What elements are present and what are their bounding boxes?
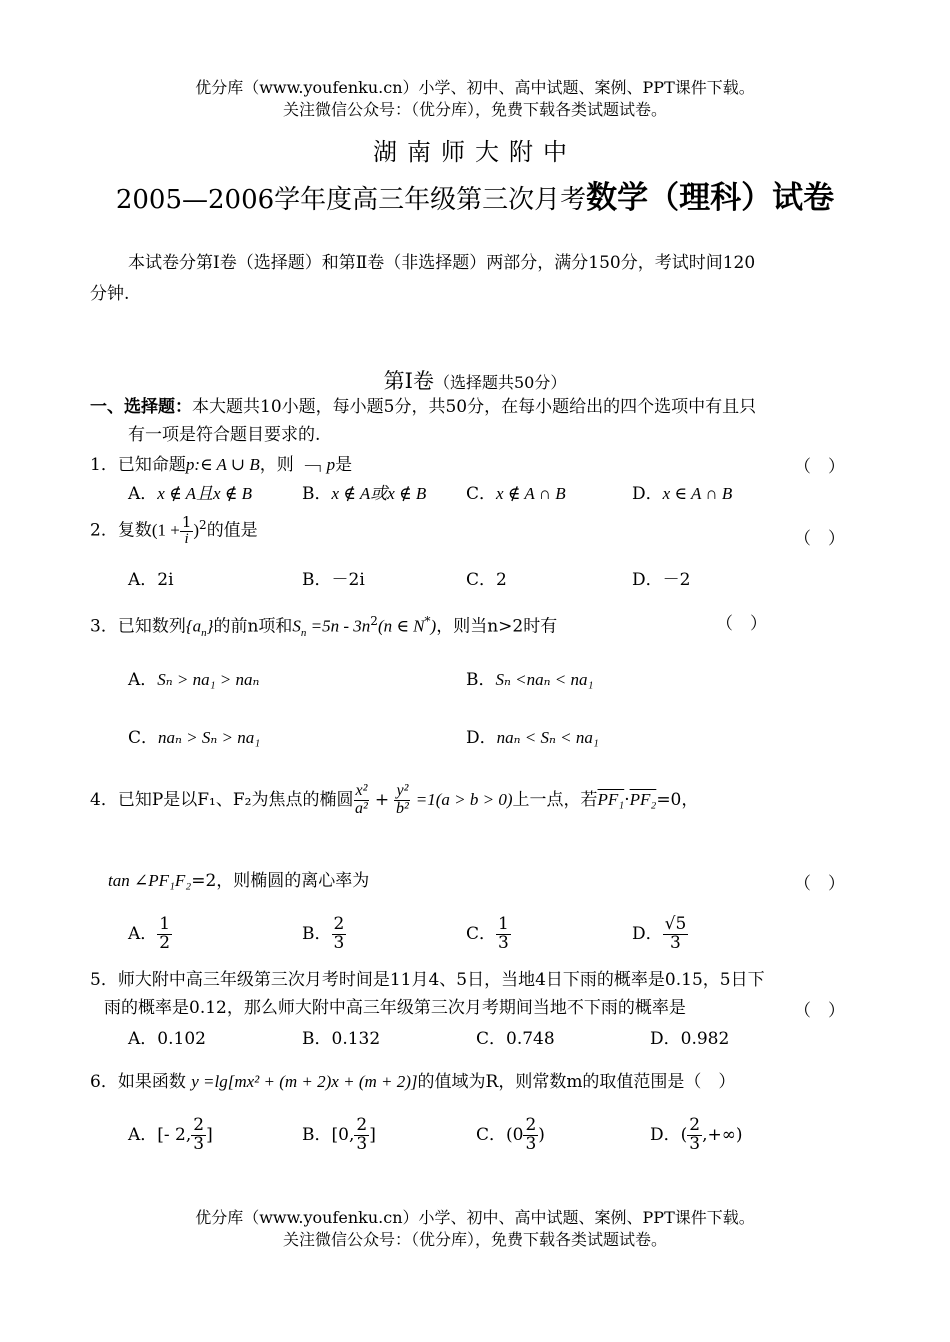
q5-a-text: 0.102 xyxy=(157,1029,206,1049)
q4-option-d xyxy=(632,916,688,953)
section-heading-label: 一、选择题： xyxy=(90,397,192,417)
q5-a-label: A． xyxy=(128,1029,158,1049)
q6-a-den: 3 xyxy=(193,1133,205,1154)
q2-option-d xyxy=(632,568,690,592)
q5-c-text: 0.748 xyxy=(506,1029,555,1049)
q6-option-c xyxy=(476,1117,545,1154)
q6-c-post: ) xyxy=(538,1124,545,1145)
q4-d-den: 3 xyxy=(670,932,681,953)
q1-set: :∈ A ∪ B xyxy=(194,455,260,474)
q3-answer-paren: （ ） xyxy=(716,614,767,634)
q2-text-b: 的值是 xyxy=(206,520,258,541)
q2-option-b xyxy=(302,568,365,592)
q5-b-text: 0.132 xyxy=(331,1029,381,1049)
q6-c-frac xyxy=(523,1117,538,1154)
q5-option-d xyxy=(650,1027,729,1051)
q3-d-text: naₙ < Sₙ < na₁ xyxy=(496,728,599,747)
q2-expr-open: (1 + xyxy=(151,520,180,540)
q4-a-frac xyxy=(157,916,172,953)
q1-d-label: D． xyxy=(632,484,663,504)
q2-b-text: －2i xyxy=(331,570,365,590)
q6-d-label: D． xyxy=(650,1124,681,1145)
q4-text-b: 上一点，若 xyxy=(512,789,598,810)
q3-text-c: ，则当n>2时有 xyxy=(436,616,558,637)
q3-expr-tail: (n ∈ N xyxy=(377,616,425,636)
q1-option-d xyxy=(632,482,732,506)
q4-frac-x xyxy=(354,783,370,818)
q4-fx-num: x² xyxy=(355,782,368,799)
q5-option-a xyxy=(128,1027,206,1051)
exam-title-plain: 2005—2006学年度高三年级第三次月考 xyxy=(115,185,587,215)
q4-b-num: 2 xyxy=(333,914,345,934)
q4-d-frac xyxy=(663,916,689,953)
q6-a-num: 2 xyxy=(193,1115,205,1135)
q1-a-label: A． xyxy=(128,484,158,504)
q4-tan-expr: tan ∠PF₁F₂ xyxy=(108,871,192,890)
q5-option-c xyxy=(476,1027,555,1051)
q5-option-b xyxy=(302,1027,380,1051)
q5-number: 5． xyxy=(90,970,118,990)
q1-answer-paren: （ ） xyxy=(794,457,845,477)
q5-line1: 师大附中高三年级第三次月考时间是11月4、5日，当地4日下雨的概率是0.15，5日下 xyxy=(117,970,765,990)
q3-c-label: C． xyxy=(128,728,159,748)
q2-frac-den: i xyxy=(184,530,189,547)
q4-c-label: C． xyxy=(466,923,497,944)
q5-d-label: D． xyxy=(650,1029,681,1049)
q6-b-den: 3 xyxy=(356,1133,368,1154)
section-heading xyxy=(90,395,756,419)
q1-a-text: x ∉ A且x ∉ B xyxy=(157,484,253,503)
q2-fraction xyxy=(180,512,194,548)
q3-option-d xyxy=(466,726,599,750)
q4-b-frac xyxy=(332,916,347,953)
q6-option-a xyxy=(128,1117,213,1154)
q4-option-b xyxy=(302,916,346,953)
q4-d-label: D． xyxy=(632,923,663,944)
q1-option-b xyxy=(302,482,426,506)
q4-c-den: 3 xyxy=(498,932,509,953)
q6-c-label: C． xyxy=(476,1124,507,1145)
q3-seq: {a xyxy=(185,616,202,636)
exam-title xyxy=(0,172,950,217)
q3-option-a xyxy=(128,668,259,692)
q4-a-den: 2 xyxy=(159,932,171,953)
q3-s: S xyxy=(292,616,301,636)
intro-line-1: 本试卷分第Ⅰ卷（选择题）和第Ⅱ卷（非选择题）两部分，满分150分，考试时间120 xyxy=(128,253,756,273)
q1-stem xyxy=(90,452,352,477)
q4-c-num: 1 xyxy=(498,914,509,934)
q3-a-text: Sₙ > na₁ > naₙ xyxy=(157,670,260,689)
q6-stem xyxy=(90,1070,735,1094)
q5-stem-line-1 xyxy=(90,968,765,992)
q6-d-post: ,+∞) xyxy=(702,1124,743,1145)
q3-expr-star: * xyxy=(424,614,431,628)
q1-b-label: B． xyxy=(302,484,332,504)
q4-line-2 xyxy=(108,869,369,893)
section-heading-text: 本大题共10小题，每小题5分，共50分，在每小题给出的四个选项中有且只 xyxy=(192,397,757,417)
exam-title-bold: 数学（理科）试卷 xyxy=(586,180,835,216)
footer-line-2: 关注微信公众号：（优分库），免费下载各类试题试卷。 xyxy=(282,1230,667,1249)
q2-c-label: C． xyxy=(466,570,497,590)
q1-b-text: x ∉ A或x ∉ B xyxy=(331,484,427,503)
q4-a-label: A． xyxy=(128,923,158,944)
q3-option-b xyxy=(466,668,593,692)
q5-c-label: C． xyxy=(476,1029,507,1049)
q3-seq-sub: n xyxy=(201,627,207,640)
q2-number: 2． xyxy=(90,520,118,541)
q6-option-d xyxy=(650,1117,743,1154)
q6-d-num: 2 xyxy=(689,1115,701,1135)
q3-b-text: Sₙ <naₙ < na₁ xyxy=(495,670,594,689)
q4-option-a xyxy=(128,916,172,953)
q6-d-den: 3 xyxy=(689,1133,701,1154)
q6-c-num: 2 xyxy=(525,1115,537,1135)
q2-d-label: D． xyxy=(632,570,663,590)
q3-expr: =5n - 3n xyxy=(306,616,371,636)
q6-b-label: B． xyxy=(302,1124,332,1145)
q1-d-text: x ∈ A ∩ B xyxy=(662,484,733,503)
q2-text-a: 复数 xyxy=(117,520,152,541)
part1-title xyxy=(0,365,950,395)
q3-s-sub: n xyxy=(300,627,307,640)
q6-a-label: A． xyxy=(128,1124,158,1145)
q6-b-pre: [0, xyxy=(331,1124,355,1145)
q1-negation: ﹁ xyxy=(299,451,322,476)
q4-b-den: 3 xyxy=(333,932,345,953)
q4-eq: =1(a > b > 0) xyxy=(415,789,513,809)
q5-b-label: B． xyxy=(302,1029,332,1049)
q6-d-pre: ( xyxy=(680,1124,688,1145)
q6-a-pre: [- 2, xyxy=(157,1124,192,1145)
q1-text-a: 已知命题 xyxy=(117,455,186,475)
q4-stem xyxy=(90,783,698,818)
q4-d-num: √5 xyxy=(664,914,687,934)
q3-b-label: B． xyxy=(466,670,496,690)
q2-option-c xyxy=(466,568,507,592)
q1-option-c xyxy=(466,482,566,506)
q4-plus: + xyxy=(374,789,390,810)
q6-expr: y =lg[mx² + (m + 2)x + (m + 2)] xyxy=(191,1072,418,1091)
q3-option-c xyxy=(128,726,260,750)
part1-title-sub: （选择题共50分） xyxy=(433,373,567,392)
q1-option-a xyxy=(128,482,252,506)
footer-line-1: 优分库（www.youfenku.cn）小学、初中、高中试题、案例、PPT课件下载。 xyxy=(195,1208,755,1227)
q2-frac-num: 1 xyxy=(181,512,192,531)
q6-option-b xyxy=(302,1117,376,1154)
q6-d-frac xyxy=(687,1117,702,1154)
q3-expr-exp: 2 xyxy=(370,614,378,628)
q6-b-post: ] xyxy=(369,1124,376,1145)
q3-text-a: 已知数列 xyxy=(117,616,186,637)
q4-fy-num: y² xyxy=(396,782,409,799)
q6-c-den: 3 xyxy=(525,1133,537,1154)
q4-vec2: PF₂ xyxy=(629,789,657,809)
q1-p: p xyxy=(185,455,195,474)
q2-b-label: B． xyxy=(302,570,332,590)
q2-a-label: A． xyxy=(128,570,158,590)
q1-c-label: C． xyxy=(466,484,497,504)
q6-number: 6． xyxy=(90,1072,118,1092)
q3-a-label: A． xyxy=(128,670,158,690)
q1-text-b: ，则 xyxy=(259,455,294,475)
q2-d-text: －2 xyxy=(662,570,691,590)
q3-expr-close: ) xyxy=(430,616,437,636)
q6-a-frac xyxy=(191,1117,206,1154)
q4-c-frac xyxy=(496,916,511,953)
q4-dot: · xyxy=(624,789,630,810)
header-line-1: 优分库（www.youfenku.cn）小学、初中、高中试题、案例、PPT课件下载。 xyxy=(195,78,755,97)
q1-c-text: x ∉ A ∩ B xyxy=(496,484,566,503)
q6-a-post: ] xyxy=(206,1124,213,1145)
q3-c-text: naₙ > Sₙ > na₁ xyxy=(158,728,261,747)
q2-c-text: 2 xyxy=(496,570,507,590)
header-line-2: 关注微信公众号：（优分库），免费下载各类试题试卷。 xyxy=(282,100,667,119)
q2-stem xyxy=(90,513,258,547)
q1-number: 1． xyxy=(90,455,118,475)
q6-text-a: 如果函数 xyxy=(117,1072,186,1092)
q3-text-b: 的前n项和 xyxy=(213,616,293,637)
q5-d-text: 0.982 xyxy=(680,1029,730,1049)
q3-d-label: D． xyxy=(466,728,497,748)
q4-text-a: 已知P是以F₁、F₂为焦点的椭圆 xyxy=(117,789,354,810)
q2-option-a xyxy=(128,568,174,592)
q3-seq-close: } xyxy=(206,616,214,636)
q4-text-c: =0， xyxy=(656,789,699,810)
q1-p2: p xyxy=(326,455,336,474)
q1-text-c: 是 xyxy=(335,455,353,475)
q6-c-pre: (0 xyxy=(506,1124,524,1145)
q3-number: 3． xyxy=(90,616,118,637)
q6-text-b: 的值域为R，则常数m的取值范围是（ ） xyxy=(417,1072,736,1092)
q4-answer-paren: （ ） xyxy=(794,874,845,894)
school-name: 湖南师大附中 xyxy=(373,138,577,166)
q6-b-num: 2 xyxy=(356,1115,368,1135)
q3-stem xyxy=(90,609,557,645)
part1-title-main: 第Ⅰ卷 xyxy=(383,369,434,393)
q2-expr-close: ) xyxy=(193,520,200,540)
q4-fx-den: a² xyxy=(355,799,368,817)
q4-fy-den: b² xyxy=(396,799,409,817)
intro-line-2: 分钟. xyxy=(90,284,130,304)
q4-b-label: B． xyxy=(302,923,332,944)
q4-a-num: 1 xyxy=(159,914,171,934)
section-heading-text-2: 有一项是符合题目要求的. xyxy=(128,425,321,445)
q4-vec1: PF₁ xyxy=(597,789,625,809)
q5-stem-line-2: 雨的概率是0.12，那么师大附中高三年级第三次月考期间当地不下雨的概率是 xyxy=(104,998,686,1018)
q4-number: 4． xyxy=(90,789,118,810)
q2-a-text: 2i xyxy=(157,570,174,590)
q5-answer-paren: （ ） xyxy=(794,1001,845,1021)
q4-frac-y xyxy=(394,783,410,818)
q2-exponent: 2 xyxy=(199,518,207,532)
q4-option-c xyxy=(466,916,511,953)
q6-b-frac xyxy=(354,1117,369,1154)
q4-line2-text: =2，则椭圆的离心率为 xyxy=(191,871,370,891)
q2-answer-paren: （ ） xyxy=(794,529,845,549)
